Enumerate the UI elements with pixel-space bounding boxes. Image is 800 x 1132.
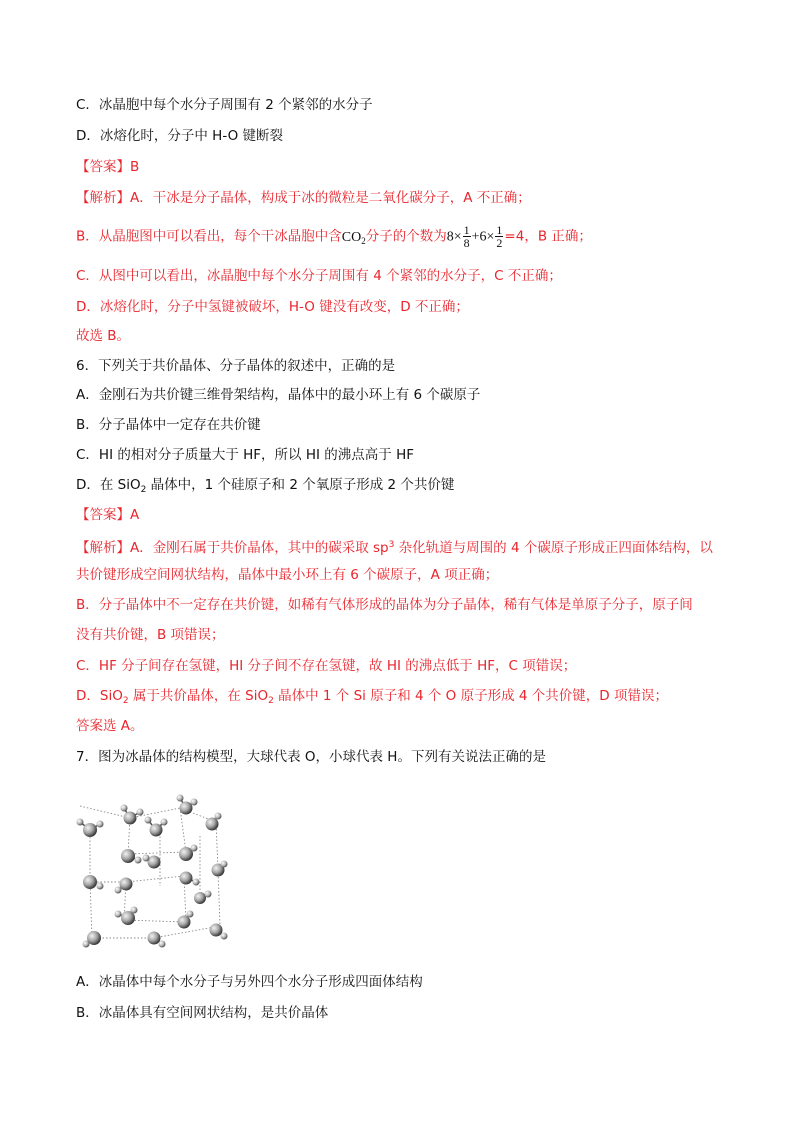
hydrogen-atoms xyxy=(77,795,228,948)
q6-conclusion: 答案选 A。 xyxy=(76,718,144,734)
math-term-2: +6× xyxy=(471,229,495,245)
q6-analysis-a-suffix: 杂化轨道与周围的 4 个碳原子形成正四面体结构，以 xyxy=(394,540,713,556)
q5-analysis-b-suffix: =4，B 正确； xyxy=(504,228,592,245)
q6-analysis-d xyxy=(76,686,668,711)
q6-analysis-a-line2: 共价键形成空间网状结构，晶体中最小环上有 6 个碳原子，A 项正确； xyxy=(76,567,499,583)
q6-option-d-suffix: 晶体中，1 个硅原子和 2 个氧原子形成 2 个共价键 xyxy=(146,477,455,493)
co2-formula xyxy=(342,230,366,245)
co2-formula-main: CO xyxy=(341,229,362,245)
q6-analysis-b-line2: 没有共价键，B 项错误； xyxy=(76,627,225,643)
q6-analysis-d-part1: D．SiO xyxy=(76,688,123,704)
q5-analysis-b-prefix: B．从晶胞图中可以看出，每个干冰晶胞中含 xyxy=(76,228,342,245)
q5-analysis-a: 【解析】A．干冰是分子晶体，构成于冰的微粒是二氧化碳分子，A 不正确； xyxy=(76,190,531,206)
superscript: 3 xyxy=(388,540,395,550)
q7-stem: 7．图为冰晶体的结构模型，大球代表 O，小球代表 H。下列有关说法正确的是 xyxy=(76,749,546,765)
q5-option-d: D．冰熔化时，分子中 H-O 键断裂 xyxy=(76,128,284,144)
q5-analysis-d: D．冰熔化时，分子中氢键被破坏，H-O 键没有改变，D 不正确； xyxy=(76,299,469,315)
fraction-numerator: 1 xyxy=(496,223,503,237)
subscript: 2 xyxy=(140,485,147,495)
ice-crystal-structure-figure xyxy=(68,786,244,958)
q7-option-b: B．冰晶体具有空间网状结构，是共价晶体 xyxy=(76,1005,329,1021)
q6-analysis-d-part2: 属于共价晶体，在 SiO xyxy=(128,688,269,704)
q5-analysis-c: C．从图中可以看出，冰晶胞中每个水分子周围有 4 个紧邻的水分子，C 不正确； xyxy=(76,268,562,284)
fraction-numerator: 1 xyxy=(463,223,470,237)
fraction-one-eighth xyxy=(463,224,471,249)
q6-option-a: A．金刚石为共价键三维骨架结构，晶体中的最小环上有 6 个碳原子 xyxy=(76,387,481,403)
q5-conclusion: 故选 B。 xyxy=(76,328,131,344)
q6-option-d-prefix: D．在 SiO xyxy=(76,477,141,493)
q5-analysis-b xyxy=(76,224,592,253)
q5-analysis-b-middle: 分子的个数为 xyxy=(365,228,447,245)
q6-analysis-a-line1 xyxy=(76,535,713,558)
q6-analysis-b-line1: B．分子晶体中不一定存在共价键，如稀有气体形成的晶体为分子晶体，稀有气体是单原子分子，原子间 xyxy=(76,597,693,613)
q6-option-c: C．HI 的相对分子质量大于 HF，所以 HI 的沸点高于 HF xyxy=(76,447,414,463)
fraction-one-half xyxy=(495,224,503,249)
q5-answer: 【答案】B xyxy=(76,159,140,175)
q6-analysis-a-prefix: 【解析】A．金刚石属于共价晶体，其中的碳采取 sp xyxy=(76,540,389,556)
subscript: 2 xyxy=(122,696,129,706)
q6-stem: 6．下列关于共价晶体、分子晶体的叙述中，正确的是 xyxy=(76,358,396,374)
q7-option-a: A．冰晶体中每个水分子与另外四个水分子形成四面体结构 xyxy=(76,974,423,990)
q6-analysis-d-part3: 晶体中 1 个 Si 原子和 4 个 O 原子形成 4 个共价键，D 项错误； xyxy=(273,688,668,704)
fraction-denominator: 2 xyxy=(496,236,503,250)
oxygen-atoms xyxy=(83,802,225,946)
math-term-1: 8× xyxy=(446,229,462,245)
covalent-bonds xyxy=(80,798,224,944)
q5-option-c: C．冰晶胞中每个水分子周围有 2 个紧邻的水分子 xyxy=(76,97,373,113)
q6-option-b: B．分子晶体中一定存在共价键 xyxy=(76,417,261,433)
q6-answer: 【答案】A xyxy=(76,507,140,523)
co2-formula-subscript: 2 xyxy=(361,235,366,246)
subscript: 2 xyxy=(268,696,274,706)
fraction-denominator: 8 xyxy=(463,236,470,250)
q6-analysis-c: C．HF 分子间存在氢键，HI 分子间不存在氢键，故 HI 的沸点低于 HF，C 项错误； xyxy=(76,658,577,674)
q6-option-d xyxy=(76,475,454,500)
